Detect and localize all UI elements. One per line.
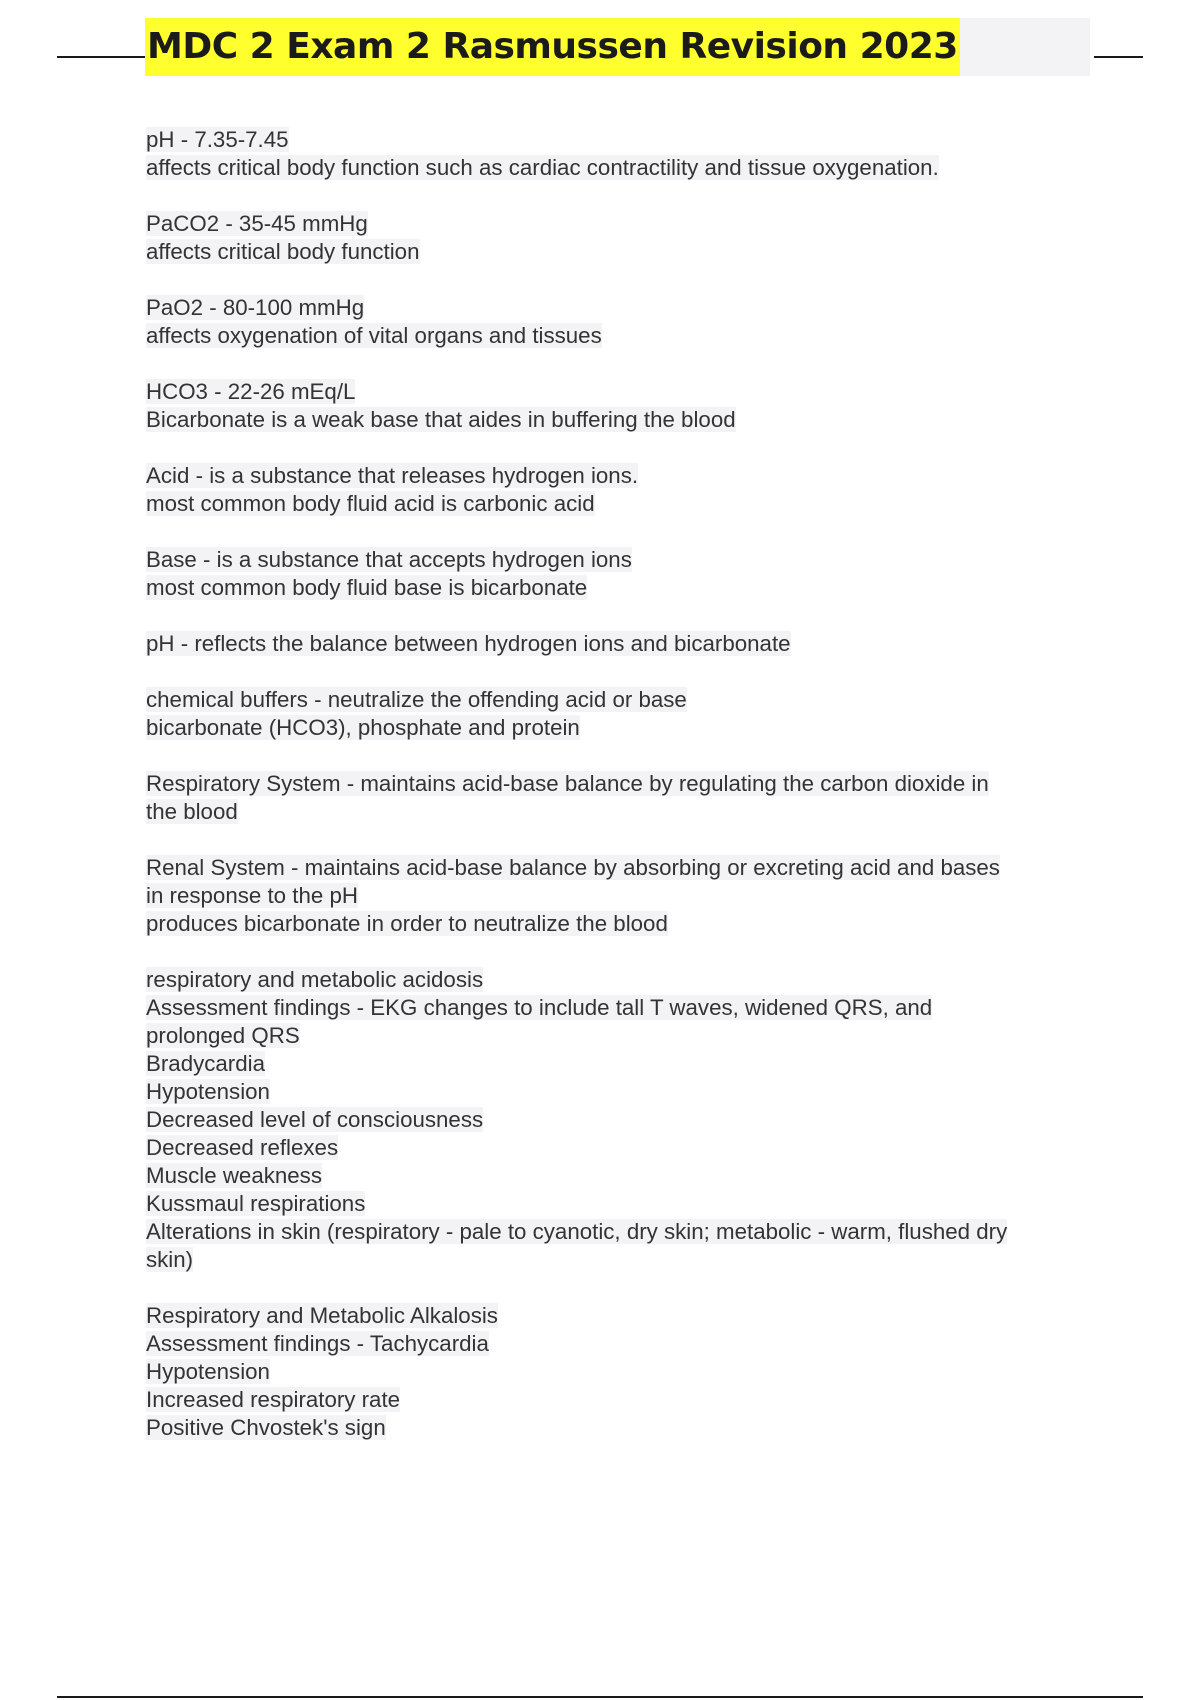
note-line bbox=[146, 378, 1086, 406]
note-line-text: Base - is a substance that accepts hydrogen ions bbox=[146, 547, 632, 572]
note-line-text: Acid - is a substance that releases hydrogen ions. bbox=[146, 463, 639, 488]
note-block bbox=[146, 126, 1086, 182]
note-line bbox=[146, 854, 1086, 882]
note-line-text: Bicarbonate is a weak base that aides in buffering the blood bbox=[146, 407, 736, 432]
note-line-text: affects critical body function bbox=[146, 239, 420, 264]
document-header bbox=[57, 18, 1143, 78]
note-line-text: pH - 7.35-7.45 bbox=[146, 127, 289, 152]
note-line bbox=[146, 490, 1086, 518]
note-block bbox=[146, 770, 1086, 826]
note-line-text: produces bicarbonate in order to neutralize the blood bbox=[146, 911, 668, 936]
note-line-text: affects critical body function such as cardiac contractility and tissue oxygenation. bbox=[146, 155, 939, 180]
note-line-text: Alterations in skin (respiratory - pale to cyanotic, dry skin; metabolic - warm, flushed dry bbox=[146, 1219, 1008, 1244]
note-block bbox=[146, 1302, 1086, 1442]
note-line bbox=[146, 686, 1086, 714]
note-line bbox=[146, 126, 1086, 154]
note-line bbox=[146, 1414, 1086, 1442]
note-line bbox=[146, 1386, 1086, 1414]
note-line-text: Hypotension bbox=[146, 1079, 270, 1104]
note-line bbox=[146, 1050, 1086, 1078]
note-line-text: Decreased level of consciousness bbox=[146, 1107, 484, 1132]
note-line-text: respiratory and metabolic acidosis bbox=[146, 967, 484, 992]
note-line bbox=[146, 238, 1086, 266]
note-line-text: Bradycardia bbox=[146, 1051, 265, 1076]
note-line-text: Kussmaul respirations bbox=[146, 1191, 366, 1216]
note-line bbox=[146, 1106, 1086, 1134]
note-line-text: Positive Chvostek's sign bbox=[146, 1415, 386, 1440]
note-line bbox=[146, 1078, 1086, 1106]
note-line-text: Assessment findings - EKG changes to include tall T waves, widened QRS, and bbox=[146, 995, 933, 1020]
note-line bbox=[146, 966, 1086, 994]
note-line-text: Respiratory and Metabolic Alkalosis bbox=[146, 1303, 498, 1328]
note-block bbox=[146, 546, 1086, 602]
note-line-text: the blood bbox=[146, 799, 238, 824]
note-line-text: Muscle weakness bbox=[146, 1163, 322, 1188]
note-line bbox=[146, 882, 1086, 910]
note-line-text: Respiratory System - maintains acid-base balance by regulating the carbon dioxide in bbox=[146, 771, 989, 796]
note-line bbox=[146, 574, 1086, 602]
note-block bbox=[146, 294, 1086, 350]
note-line bbox=[146, 994, 1086, 1022]
note-line bbox=[146, 1218, 1086, 1246]
note-line-text: PaO2 - 80-100 mmHg bbox=[146, 295, 365, 320]
note-block bbox=[146, 686, 1086, 742]
note-line-text: pH - reflects the balance between hydrogen ions and bicarbonate bbox=[146, 631, 791, 656]
note-block bbox=[146, 630, 1086, 658]
note-line bbox=[146, 462, 1086, 490]
note-line-text: most common body fluid acid is carbonic acid bbox=[146, 491, 595, 516]
note-line-text: Assessment findings - Tachycardia bbox=[146, 1331, 489, 1356]
header-rule-right bbox=[1094, 56, 1143, 58]
note-line bbox=[146, 1162, 1086, 1190]
note-line bbox=[146, 1022, 1086, 1050]
note-line bbox=[146, 798, 1086, 826]
note-line bbox=[146, 546, 1086, 574]
note-line bbox=[146, 154, 1086, 182]
document-title: MDC 2 Exam 2 Rasmussen Revision 2023 bbox=[145, 18, 960, 76]
note-line bbox=[146, 294, 1086, 322]
note-line-text: prolonged QRS bbox=[146, 1023, 300, 1048]
note-line bbox=[146, 714, 1086, 742]
note-line-text: Increased respiratory rate bbox=[146, 1387, 401, 1412]
note-line bbox=[146, 322, 1086, 350]
footer-rule bbox=[57, 1696, 1143, 1698]
note-line-text: Decreased reflexes bbox=[146, 1135, 339, 1160]
note-block bbox=[146, 854, 1086, 938]
note-line bbox=[146, 1190, 1086, 1218]
note-line-text: in response to the pH bbox=[146, 883, 358, 908]
note-line bbox=[146, 1358, 1086, 1386]
note-line-text: most common body fluid base is bicarbonate bbox=[146, 575, 588, 600]
note-block bbox=[146, 462, 1086, 518]
document-body bbox=[146, 126, 1086, 1470]
note-block bbox=[146, 966, 1086, 1274]
header-rule-left bbox=[57, 56, 147, 58]
note-line bbox=[146, 210, 1086, 238]
note-line-text: bicarbonate (HCO3), phosphate and protein bbox=[146, 715, 580, 740]
note-line bbox=[146, 630, 1086, 658]
note-line bbox=[146, 910, 1086, 938]
note-line-text: Hypotension bbox=[146, 1359, 270, 1384]
note-line bbox=[146, 406, 1086, 434]
note-line-text: skin) bbox=[146, 1247, 194, 1272]
note-line-text: Renal System - maintains acid-base balance by absorbing or excreting acid and bases bbox=[146, 855, 1000, 880]
note-line bbox=[146, 770, 1086, 798]
note-line-text: affects oxygenation of vital organs and tissues bbox=[146, 323, 602, 348]
note-block bbox=[146, 210, 1086, 266]
note-line bbox=[146, 1330, 1086, 1358]
note-line-text: HCO3 - 22-26 mEq/L bbox=[146, 379, 356, 404]
note-line-text: PaCO2 - 35-45 mmHg bbox=[146, 211, 368, 236]
note-line-text: chemical buffers - neutralize the offending acid or base bbox=[146, 687, 687, 712]
note-block bbox=[146, 378, 1086, 434]
note-line bbox=[146, 1246, 1086, 1274]
note-line bbox=[146, 1134, 1086, 1162]
note-line bbox=[146, 1302, 1086, 1330]
